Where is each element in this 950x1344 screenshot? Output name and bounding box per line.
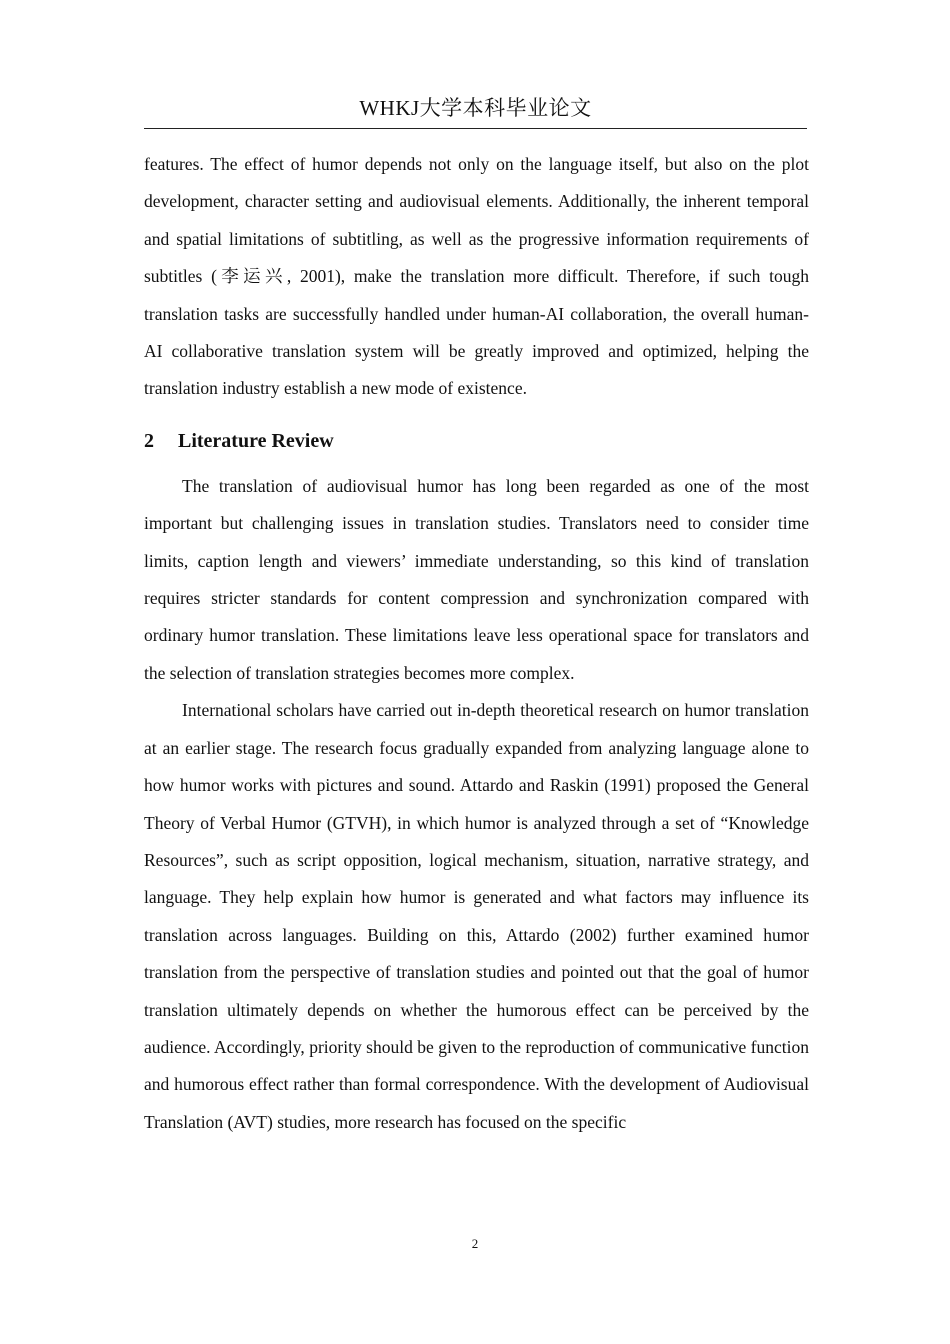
section-title: Literature Review	[178, 429, 334, 452]
running-header: WHKJ大学本科毕业论文	[359, 96, 592, 120]
page-number: 2	[471, 1236, 479, 1251]
header-divider	[144, 128, 807, 129]
section-heading	[144, 426, 809, 456]
section-number: 2	[144, 429, 154, 452]
body-paragraph: International scholars have carried out in-depth theoretical research on humor translation at an earlier stage. The research focus gradually expanded from analyzing language alone to how humor works with pictures and sound. Attardo and Raskin (1991) proposed the General Theory of Verbal Humor (GTVH), in which humor is analyzed through a set of “Knowledge Resources”, such as script opposition, logical mechanism, situation, narrative strategy, and language. They help explain how humor is generated and what factors may influence its translation across languages. Building on this, Attardo (2002) further examined humor translation from the perspective of translation studies and pointed out that the goal of humor translation ultimately depends on whether the humorous effect can be perceived by the audience. Accordingly, priority should be given to the reproduction of communicative function and humorous effect rather than formal correspondence. With the development of Audiovisual Translation (AVT) studies, more research has focused on the specific	[144, 700, 809, 1132]
body-paragraph-continued: features. The effect of humor depends not only on the language itself, but also on the plot development, character setting and audiovisual elements. Additionally, the inherent temporal and spatial limitations of subtitling, as well as the progressive information requirements of subtitles (李运兴, 2001), make the translation more difficult. Therefore, if such tough translation tasks are successfully handled under human-AI collaboration, the overall human-AI collaborative translation system will be greatly improved and optimized, helping the translation industry establish a new mode of existence.	[144, 154, 809, 399]
body-paragraph: The translation of audiovisual humor has long been regarded as one of the most important but challenging issues in translation studies. Translators need to consider time limits, caption length and viewers’ immediate understanding, so this kind of translation requires stricter standards for content compression and synchronization compared with ordinary humor translation. These limitations leave less operational space for translators and the selection of translation strategies becomes more complex.	[144, 475, 809, 683]
page-body	[144, 146, 809, 1141]
